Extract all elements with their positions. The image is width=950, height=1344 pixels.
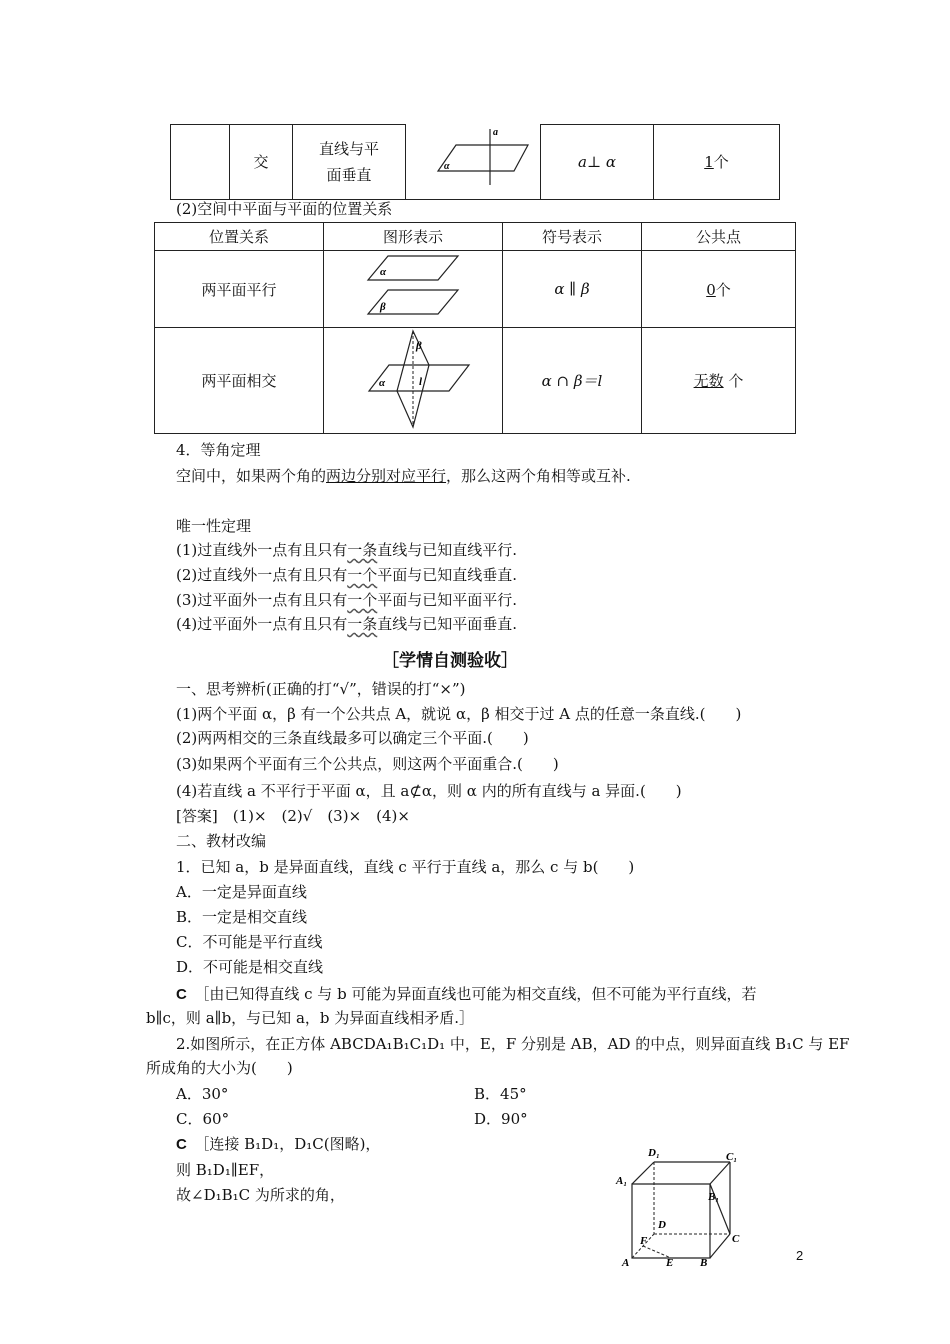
top-table-count-cell	[654, 125, 780, 200]
part1-item-3: (3)如果两个平面有三个公共点，则这两个平面重合.( )	[176, 755, 559, 773]
q1-explanation-line-1	[176, 984, 756, 1005]
row-parallel-figure	[324, 251, 503, 328]
row-intersect-relation: 两平面相交	[155, 328, 324, 434]
fig-label-a: a	[493, 126, 498, 138]
top-table-fragment	[170, 124, 780, 200]
fig-label-beta: β	[380, 301, 386, 313]
count-number: 0	[706, 280, 716, 299]
q2-option-c: C．60°	[176, 1110, 230, 1128]
cube-figure	[612, 1144, 746, 1268]
count-unit: 个	[713, 153, 729, 172]
parallel-planes-figure	[358, 252, 468, 322]
cube-label-f: F	[640, 1235, 648, 1247]
fig-label-alpha: α	[444, 160, 450, 172]
q1-answer-letter: C	[176, 986, 187, 1003]
q1-explanation-line-2: b∥c，则 a∥b，与已知 a，b 为异面直线相矛盾.］	[146, 1009, 475, 1027]
cube-label-a1: A₁	[616, 1175, 628, 1187]
row-parallel-symbol: α ∥ β	[503, 251, 642, 328]
item-pre: (1)过直线外一点有且只有	[176, 541, 348, 559]
row-intersect-figure	[324, 328, 503, 434]
header-symbol: 符号表示	[503, 223, 642, 251]
uniqueness-item-1	[176, 540, 517, 560]
part1-title: 一、思考辨析(正确的打“√”，错误的打“×”)	[176, 680, 466, 698]
q2-option-b: B．45°	[474, 1085, 527, 1103]
count-number: 1	[704, 153, 714, 172]
line-perpendicular-plane-figure	[408, 125, 538, 195]
item-pre: (3)过平面外一点有且只有	[176, 591, 348, 609]
part1-item-2: (2)两两相交的三条直线最多可以确定三个平面.( )	[176, 729, 529, 747]
cube-label-e: E	[666, 1257, 674, 1268]
item-emphasis: 一条	[347, 541, 378, 559]
top-table-desc-cell	[293, 125, 406, 200]
fig-label-alpha: α	[379, 376, 386, 389]
q1-option-c: C．不可能是平行直线	[176, 933, 323, 951]
q2-explanation-line-2: 则 B₁D₁∥EF，	[176, 1161, 275, 1179]
plane-relation-table	[154, 222, 796, 434]
theorem-body	[176, 466, 631, 486]
cube-label-d1: D₁	[648, 1147, 660, 1159]
figure-cell-gap	[434, 123, 536, 126]
item-post: 直线与已知平面垂直.	[377, 615, 518, 633]
intersecting-planes-figure	[353, 329, 473, 429]
part1-item-4: (4)若直线 a 不平行于平面 α，且 a⊄α，则 α 内的所有直线与 a 异面.( )	[176, 782, 682, 800]
cube-label-c: C	[732, 1233, 740, 1245]
q1-option-b: B．一定是相交直线	[176, 908, 308, 926]
part2-title: 二、教材改编	[176, 832, 267, 850]
q1-stem: 1．已知 a，b 是异面直线，直线 c 平行于直线 a，那么 c 与 b( )	[176, 858, 635, 876]
count-unit: 个	[723, 372, 744, 390]
theorem-title: 4．等角定理	[176, 441, 261, 459]
desc-line-1: 直线与平	[318, 139, 379, 158]
item-emphasis: 一个	[347, 566, 378, 584]
header-count: 公共点	[642, 223, 796, 251]
fig-label-l: l	[419, 375, 423, 388]
q2-answer-letter: C	[176, 1136, 187, 1153]
q2-explanation-line-3: 故∠D₁B₁C 为所求的角，	[176, 1186, 345, 1204]
theorem-body-post: ，那么这两个角相等或互补.	[446, 467, 631, 485]
part1-item-1: (1)两个平面 α，β 有一个公共点 A，就说 α，β 相交于过 A 点的任意一条直线.( )	[176, 705, 742, 723]
row-parallel-count	[642, 251, 796, 328]
item-pre: (4)过平面外一点有且只有	[176, 615, 348, 633]
cube-label-a: A	[622, 1257, 630, 1268]
top-table-figure-cell	[406, 125, 541, 200]
q1-option-d: D．不可能是相交直线	[176, 958, 324, 976]
top-table-empty-cell	[171, 125, 230, 200]
row-parallel-relation: 两平面平行	[155, 251, 324, 328]
item-post: 直线与已知直线平行.	[377, 541, 518, 559]
q2-explain-1: ［连接 B₁D₁，D₁C(图略)，	[201, 1135, 381, 1153]
header-relation: 位置关系	[155, 223, 324, 251]
item-post: 平面与已知平面平行.	[377, 591, 518, 609]
uniqueness-item-3	[176, 590, 517, 610]
theorem-body-underlined: 两边分别对应平行	[326, 467, 447, 485]
cube-label-b1: B₁	[708, 1191, 720, 1203]
cube-label-b: B	[700, 1257, 708, 1268]
uniqueness-title: 唯一性定理	[176, 517, 252, 535]
cube-label-c1: C₁	[726, 1151, 738, 1163]
item-emphasis: 一条	[347, 615, 378, 633]
item-emphasis: 一个	[347, 591, 378, 609]
q2-stem-line-2: 所成角的大小为( )	[146, 1059, 293, 1077]
count-number: 无数	[693, 372, 724, 390]
uniqueness-item-4	[176, 614, 517, 634]
q1-explain-1: ［由已知得直线 c 与 b 可能为异面直线也可能为相交直线，但不可能为平行直线，若	[201, 985, 757, 1003]
top-table-relation-cell: 交	[230, 125, 293, 200]
part1-answer: [答案] (1)× (2)√ (3)× (4)×	[176, 807, 410, 825]
q2-option-d: D．90°	[474, 1110, 528, 1128]
q1-option-a: A．一定是异面直线	[176, 883, 307, 901]
row-intersect-count	[642, 328, 796, 434]
fig-label-beta: β	[416, 339, 422, 352]
desc-line-2: 面垂直	[326, 165, 372, 184]
row-intersect-symbol: α ∩ β＝l	[503, 328, 642, 434]
uniqueness-item-2	[176, 565, 517, 585]
section-heading: ［学情自测验收］	[382, 651, 518, 671]
theorem-body-pre: 空间中，如果两个角的	[176, 467, 327, 485]
q2-stem-line-1: 2.如图所示，在正方体 ABCDA₁B₁C₁D₁ 中，E，F 分别是 AB，AD 的中点，则异面直线 B₁C 与 EF	[176, 1035, 850, 1053]
top-table-symbol-cell: a⊥ α	[541, 125, 654, 200]
q2-explanation-line-1	[176, 1134, 380, 1155]
fig-label-alpha: α	[380, 266, 387, 278]
item-post: 平面与已知直线垂直.	[377, 566, 518, 584]
item-pre: (2)过直线外一点有且只有	[176, 566, 348, 584]
q2-option-a: A．30°	[176, 1085, 229, 1103]
header-figure: 图形表示	[324, 223, 503, 251]
cube-label-d: D	[658, 1219, 666, 1231]
count-unit: 个	[715, 280, 731, 299]
section-2-title: (2)空间中平面与平面的位置关系	[176, 200, 393, 218]
page-number: 2	[796, 1248, 804, 1263]
